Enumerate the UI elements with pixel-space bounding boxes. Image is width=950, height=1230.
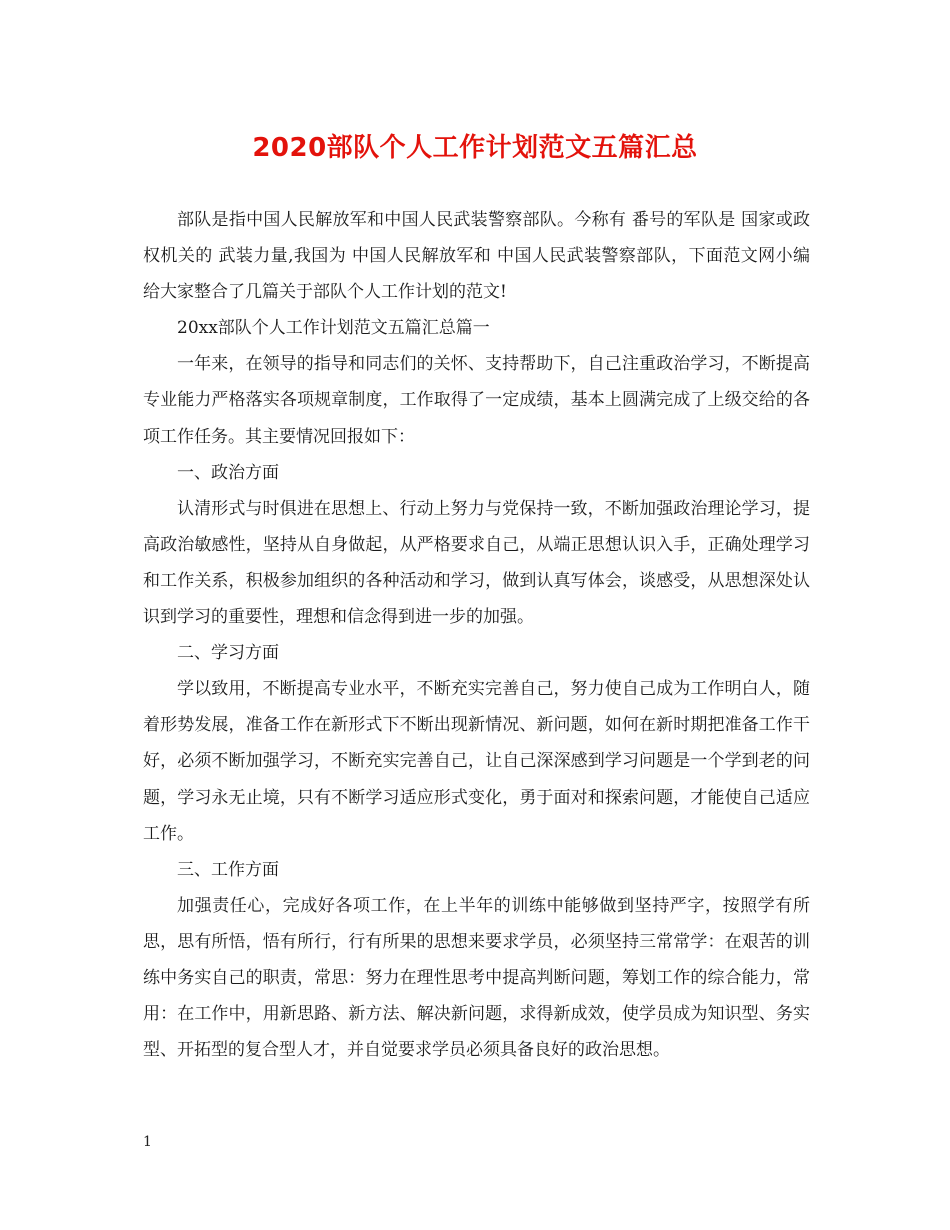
- section-heading-politics: 一、政治方面: [177, 462, 279, 483]
- paragraph-work: 加强责任心，完成好各项工作，在上半年的训练中能够做到坚持严字，按照学有所思，思有所悟，悟有所行，行有所果的思想来要求学员，必须坚持三常常学：在艰苦的训练中务实自己的职责，常思：努力在理性思考中提高判断问题，筹划工作的综合能力，常用：在工作中，用新思路、新方法、解决新问题，求得新成效，使学员成为知识型、务实型、开拓型的复合型人才，并自觉要求学员必须具备良好的政治思想。: [143, 895, 810, 1061]
- document-title: 2020部队个人工作计划范文五篇汇总: [252, 133, 698, 163]
- page-number: 1: [143, 1134, 152, 1150]
- section-heading-work: 三、工作方面: [177, 859, 279, 880]
- paragraph-politics: 认清形式与时俱进在思想上、行动上努力与党保持一致，不断加强政治理论学习，提高政治敏感性，坚持从自身做起，从严格要求自己，从端正思想认识入手，正确处理学习和工作关系，积极参加组织的各种活动和学习，做到认真写体会，谈感受，从思想深处认识到学习的重要性，理想和信念得到进一步的加强。: [143, 498, 810, 628]
- paragraph-study: 学以致用，不断提高专业水平，不断充实完善自己，努力使自己成为工作明白人，随着形势发展，准备工作在新形式下不断出现新情况、新问题，如何在新时期把准备工作干好，必须不断加强学习，不断充实完善自己，让自己深深感到学习问题是一个学到老的问题，学习永无止境，只有不断学习适应形式变化，勇于面对和探索问题，才能使自己适应工作。: [143, 679, 810, 844]
- section-heading-part-one: 20xx部队个人工作计划范文五篇汇总篇一: [177, 318, 490, 339]
- paragraph-intro: 部队是指中国人民解放军和中国人民武装警察部队。今称有 番号的军队是 国家或政权机关的 武装力量,我国为 中国人民解放军和 中国人民武装警察部队，下面范文网小编给大家整合了几篇关于部队个人工作计划的范文!: [143, 210, 810, 303]
- paragraph-summary: 一年来，在领导的指导和同志们的关怀、支持帮助下，自己注重政治学习，不断提高专业能力严格落实各项规章制度，工作取得了一定成绩，基本上圆满完成了上级交给的各项工作任务。其主要情况回报如下：: [143, 354, 810, 447]
- document-body: [143, 202, 810, 1068]
- section-heading-study: 二、学习方面: [177, 643, 279, 664]
